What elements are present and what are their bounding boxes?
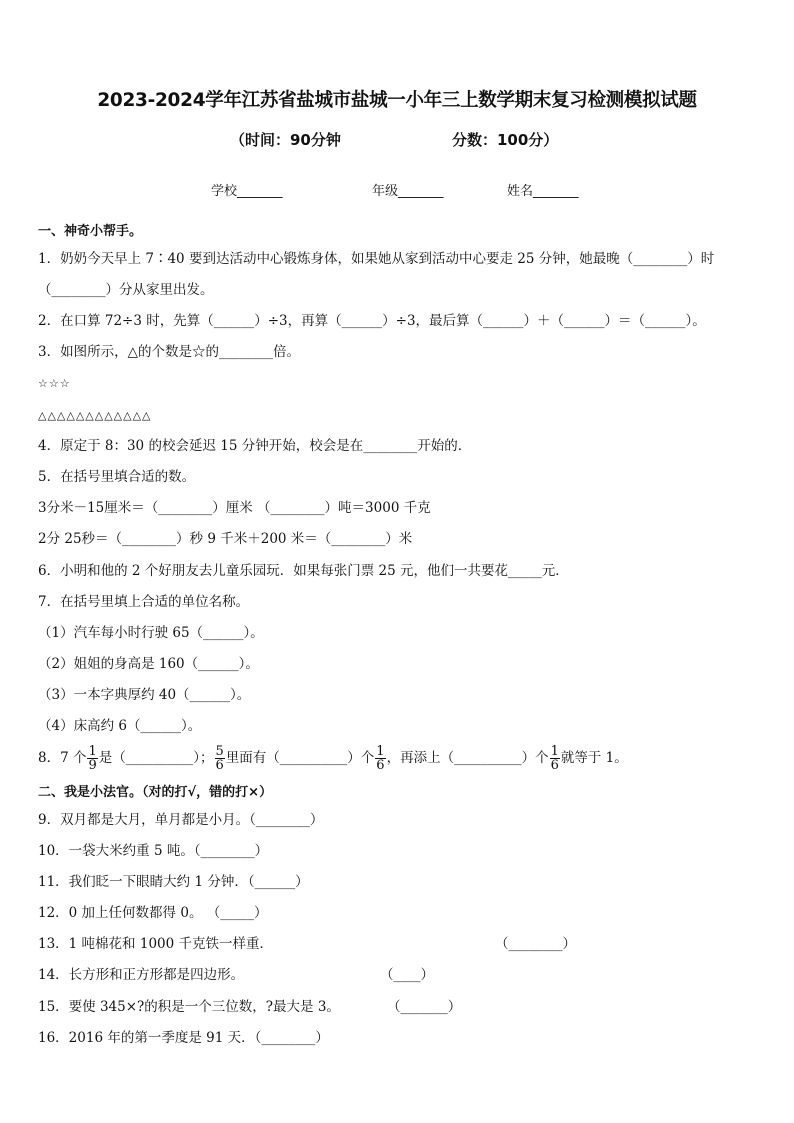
question-4: 4．原定于 8：30 的校会延迟 15 分钟开始，校会是在________开始的． (38, 438, 472, 454)
school-field[interactable]: 学校_______ (211, 184, 283, 199)
q8-text-2: 是（__________）； (98, 750, 214, 766)
question-15: 15．要使 345×?的积是一个三位数，?最大是 3。 (38, 999, 340, 1015)
fraction-1-6-b: $\frac{1}{6}$ (550, 744, 559, 773)
question-11: 11．我们眨一下眼睛大约 1 分钟．（______） (38, 874, 309, 890)
question-3: 3．如图所示，△的个数是☆的________倍。 (38, 344, 300, 360)
question-5: 5．在括号里填合适的数。 (38, 469, 196, 485)
question-9: 9．双月都是大月，单月都是小月。（________） (38, 812, 324, 828)
triangle-icons: △△△△△△△△△△△△ (38, 409, 152, 422)
grade-field[interactable]: 年级_______ (372, 184, 444, 199)
question-15-blank[interactable]: （_______） (387, 999, 462, 1015)
fraction-1-6-a: $\frac{1}{6}$ (376, 744, 385, 773)
name-field[interactable]: 姓名_______ (507, 184, 579, 199)
question-16: 16．2016 年的第一季度是 91 天．（________） (38, 1030, 329, 1046)
fraction-5-6: $\frac{5}{6}$ (215, 744, 224, 773)
q8-text-1: 8．7 个 (38, 750, 87, 766)
question-13-blank[interactable]: （________） (495, 936, 576, 952)
question-7: 7．在括号里填上合适的单位名称。 (38, 594, 250, 610)
question-12: 12．0 加上任何数都得 0。 （_____） (38, 905, 268, 921)
question-1-line-2: （________）分从家里出发。 (38, 282, 214, 298)
question-8 (38, 745, 628, 772)
fraction-1-9: $\frac{1}{9}$ (88, 744, 97, 773)
exam-time: （时间：90分钟 (230, 131, 341, 149)
question-7-item-2: （2）姐姐的身高是 160（______）。 (38, 656, 259, 672)
question-6: 6．小明和他的 2 个好朋友去儿童乐园玩．如果每张门票 25 元，他们一共要花_____元． (38, 563, 569, 579)
question-10: 10．一袋大米约重 5 吨。（________） (38, 843, 269, 859)
question-14: 14．长方形和正方形都是四边形。 (38, 967, 245, 983)
section-2-heading: 二、我是小法官。（对的打√，错的打×） (38, 785, 273, 800)
section-1-heading: 一、神奇小帮手。 (38, 224, 143, 239)
exam-score: 分数：100分） (452, 131, 559, 149)
question-5-row-b: 2分 25秒＝（________）秒 9 千米＋200 米＝（________）米 (38, 531, 413, 547)
q8-text-3: 里面有（__________）个 (225, 750, 375, 766)
question-5-row-a: 3分米－15厘米＝（________）厘米 （________）吨＝3000 千克 (38, 500, 431, 516)
question-1-line-1: 1．奶奶今天早上 7∶40 要到达活动中心锻炼身体，如果她从家到活动中心要走 25 分钟，她最晚（________）时 (38, 251, 715, 267)
exam-title: 2023-2024学年江苏省盐城市盐城一小年三上数学期末复习检测模拟试题 (97, 90, 697, 111)
question-7-item-1: （1）汽车每小时行驶 65（______）。 (38, 625, 264, 641)
question-7-item-3: （3）一本字典厚约 40（______）。 (38, 687, 251, 703)
star-icons: ☆☆☆ (38, 377, 71, 390)
question-14-blank[interactable]: （____） (380, 967, 434, 983)
q8-text-4: ，再添上（__________）个 (386, 750, 549, 766)
q8-text-5: 就等于 1。 (560, 750, 628, 766)
question-13: 13．1 吨棉花和 1000 千克铁一样重． (38, 936, 273, 952)
question-7-item-4: （4）床高约 6（______）。 (38, 718, 202, 734)
question-2: 2．在口算 72÷3 时，先算（______）÷3，再算（______）÷3，最后算（______）＋（______）＝（______）。 (38, 313, 706, 329)
